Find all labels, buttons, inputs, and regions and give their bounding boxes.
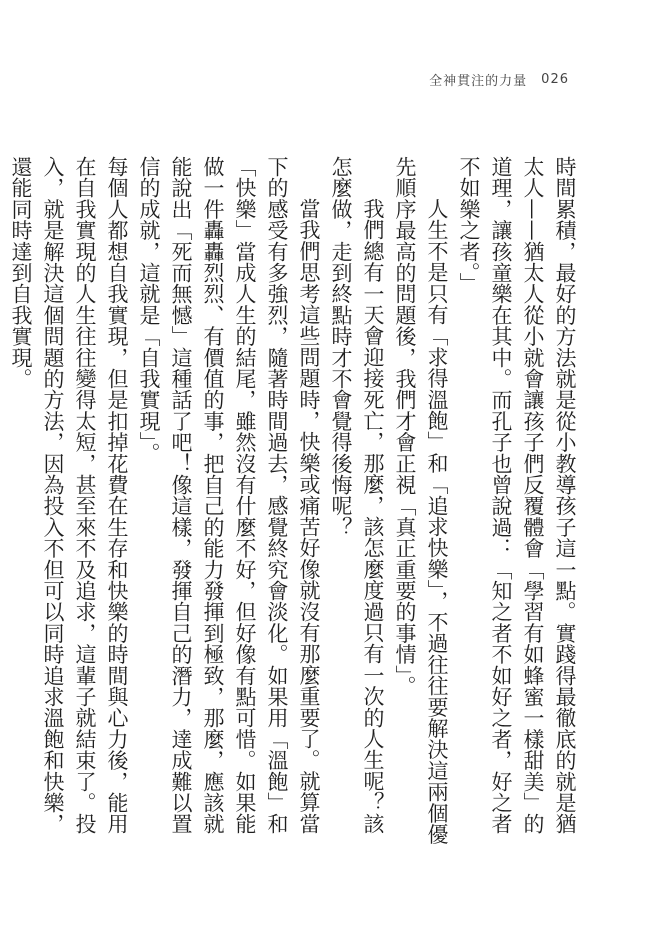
paragraph-4: 當我們思考這些問題時，快樂或痛苦好像就沒有那麼重要了。就算當下的感受有多強烈，隨著時間過去，感覺終究會淡化。如果用「溫飽」和「快樂」當成人生的結尾，雖然沒有什麼不好，但好像有點可惜。如果能做一件轟轟烈烈、有價值的事，把自己的能力發揮到極致，那麼，應該就能說出「死而無憾」這種話了吧！像這樣，發揮自己的潛力，達成難以置信的成就，這就是「自我實現」。 [137,156,321,835]
chapter-title: 全神貫注的力量 [429,74,528,89]
vertical-body-text [9,156,581,846]
page-number: 026 [541,72,569,87]
paragraph-1: 時間累積，最好的方法就是從小教導孩子這一點。實踐得最徹底的就是猶太人——猶太人從小就會讓孩子們反覆體會「學習有如蜂蜜一樣甜美」的道理，讓孩童樂在其中。而孔子也曾說過：「知之者不如好之者，好之者不如樂之者。」 [457,156,577,835]
paragraph-3: 我們總有一天會迎接死亡，那麼，該怎麼度過只有一次的人生呢？該怎麼做，走到終點時才不會覺得後悔呢？ [329,156,385,834]
paragraph-5: 每個人都想自我實現，但是扣掉花費在生存和快樂的時間與心力後，能用在自我實現的人生往往變得太短，甚至來不及追求，這輩子就結束了。投入，就是解決這個問題的方法，因為投入不但可以同時追求溫飽和快樂，還能同時達到自我實現。 [9,156,129,835]
running-header [429,70,569,89]
paragraph-2: 人生不是只有「求得溫飽」和「追求快樂」，不過往往要解決這兩個優先順序最高的問題後，我們才會正視「真正重要的事情」。 [393,156,449,845]
